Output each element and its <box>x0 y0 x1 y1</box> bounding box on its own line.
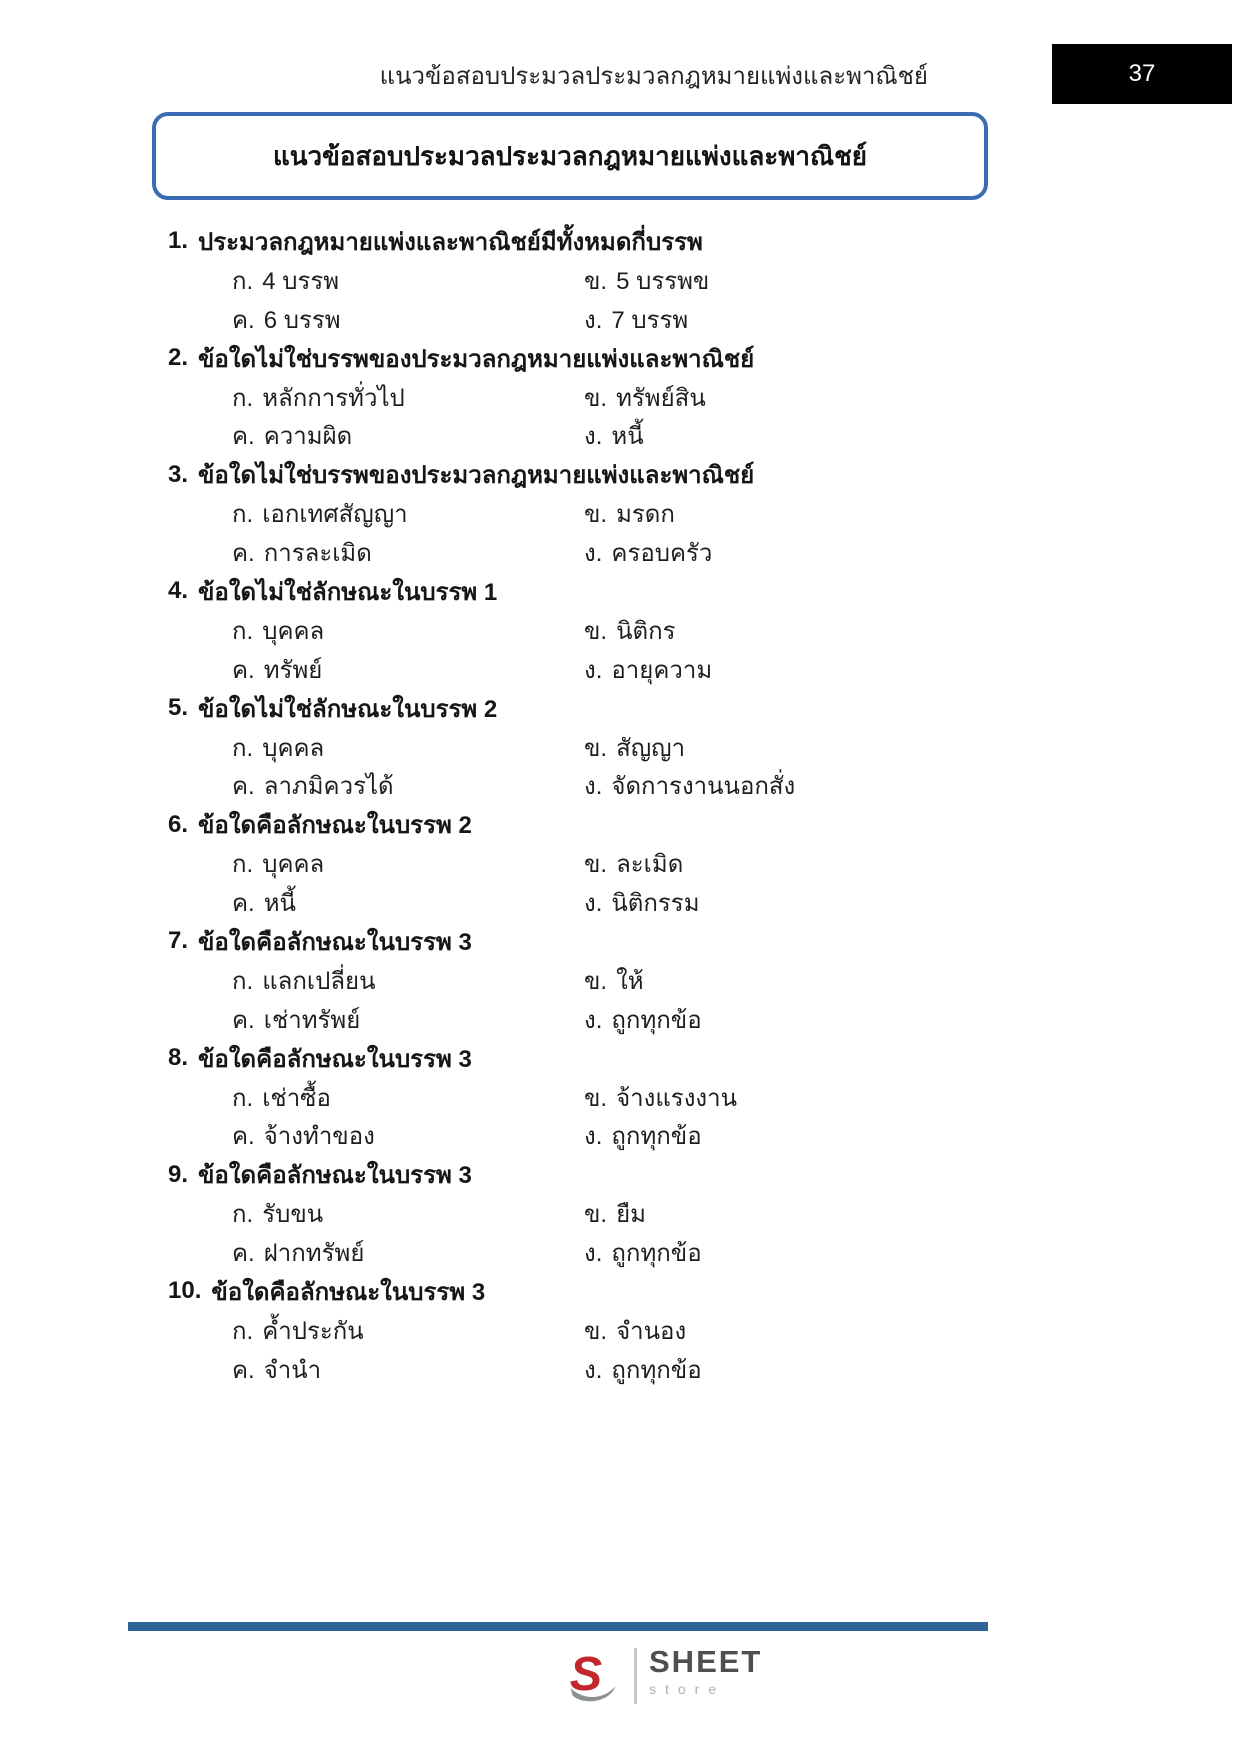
question-line <box>168 1272 998 1311</box>
choice <box>232 883 584 922</box>
choice-grid <box>168 961 998 1039</box>
choice-text: ถูกทุกข้อ <box>611 1240 702 1268</box>
question-text: ข้อใดคือลักษณะในบรรพ 3 <box>211 1279 486 1306</box>
choice <box>232 533 584 572</box>
choice-label: ค. <box>232 1006 255 1034</box>
question-list <box>168 222 998 1389</box>
choice-grid <box>168 1078 998 1156</box>
choice-label: ง. <box>584 656 603 684</box>
question-block <box>168 455 998 572</box>
choice-label: ค. <box>232 423 255 451</box>
choice-text: มรดก <box>616 501 675 529</box>
logo-subtitle: store <box>649 1681 726 1697</box>
question-number: 2. <box>168 344 189 372</box>
question-text: ข้อใดไม่ใช่ลักษณะในบรรพ 2 <box>198 695 498 723</box>
choice <box>232 1194 584 1233</box>
choice-label: ก. <box>232 851 254 879</box>
choice-label: ก. <box>232 501 254 529</box>
question-line <box>168 339 998 378</box>
choice-grid <box>168 844 998 922</box>
question-block <box>168 805 998 922</box>
choice-text: บุคคล <box>262 851 325 879</box>
choice <box>584 300 998 339</box>
logo-divider <box>634 1648 637 1704</box>
choice-text: รับขน <box>262 1201 324 1229</box>
question-block <box>168 922 998 1039</box>
question-number: 5. <box>168 694 189 722</box>
choice <box>584 1194 998 1233</box>
choice-label: ข. <box>584 1317 608 1345</box>
title-box <box>152 112 988 200</box>
choice <box>584 1233 998 1272</box>
question-block <box>168 339 998 456</box>
choice <box>232 1078 584 1117</box>
logo-name: SHEET <box>649 1644 763 1679</box>
choice-text: ค้ำประกัน <box>262 1317 364 1345</box>
choice-label: ค. <box>232 890 255 918</box>
choice <box>232 261 584 300</box>
choice-text: ลาภมิควรได้ <box>263 773 394 801</box>
question-line <box>168 805 998 844</box>
choice <box>232 844 584 883</box>
choice-label: ง. <box>584 306 603 334</box>
choice <box>584 883 998 922</box>
choice-grid <box>168 728 998 806</box>
choice-text: จ้างทำของ <box>263 1123 375 1151</box>
choice-text: จ้างแรงงาน <box>616 1084 738 1112</box>
choice <box>232 650 584 689</box>
choice-text: เช่าซื้อ <box>262 1084 331 1112</box>
choice-label: ง. <box>584 1123 603 1151</box>
choice <box>232 1233 584 1272</box>
question-block <box>168 689 998 806</box>
choice-label: ค. <box>232 1356 255 1384</box>
title-text: แนวข้อสอบประมวลประมวลกฎหมายแพ่งและพาณิชย์ <box>272 140 867 171</box>
choice-text: ถูกทุกข้อ <box>611 1006 702 1034</box>
question-text: ข้อใดไม่ใช่บรรพของประมวลกฎหมายแพ่งและพาณิชย์ <box>198 462 755 490</box>
choice <box>232 611 584 650</box>
choice-text: นิติกรรม <box>611 890 700 918</box>
choice-label: ง. <box>584 540 603 568</box>
choice-text: ให้ <box>616 967 644 995</box>
question-text: ข้อใดไม่ใช่ลักษณะในบรรพ 1 <box>198 578 498 606</box>
choice-text: ยืม <box>616 1201 646 1229</box>
choice-label: ง. <box>584 773 603 801</box>
question-number: 1. <box>168 227 189 255</box>
choice <box>232 416 584 455</box>
footer-divider <box>128 1622 988 1631</box>
choice-text: บุคคล <box>262 617 325 645</box>
choice-text: สัญญา <box>616 734 686 762</box>
choice <box>232 1116 584 1155</box>
question-line <box>168 922 998 961</box>
choice-text: ทรัพย์สิน <box>616 384 706 412</box>
choice-label: ข. <box>584 267 608 295</box>
choice <box>584 533 998 572</box>
question-line <box>168 1039 998 1078</box>
choice-text: ฝากทรัพย์ <box>263 1240 365 1268</box>
choice-text: การละเมิด <box>263 540 372 568</box>
question-line <box>168 689 998 728</box>
question-line <box>168 455 998 494</box>
choice-text: 4 บรรพ <box>262 267 340 295</box>
question-number: 7. <box>168 927 189 955</box>
choice-text: นิติกร <box>616 617 676 645</box>
choice <box>232 728 584 767</box>
question-text: ประมวลกฎหมายแพ่งและพาณิชย์มีทั้งหมดกี่บรรพ <box>198 228 703 256</box>
choice <box>232 961 584 1000</box>
choice <box>232 378 584 417</box>
question-block <box>168 1272 998 1389</box>
choice-text: หลักการทั่วไป <box>262 384 405 412</box>
choice-text: จัดการงานนอกสั่ง <box>611 773 796 801</box>
choice-text: 7 บรรพ <box>611 306 689 334</box>
choice-label: ค. <box>232 1240 255 1268</box>
question-text: ข้อใดคือลักษณะในบรรพ 2 <box>198 812 472 840</box>
page-number-badge <box>1052 44 1232 104</box>
question-number: 8. <box>168 1044 189 1072</box>
logo-text-block <box>649 1646 762 1696</box>
choice-label: ค. <box>232 540 255 568</box>
header-running-title: แนวข้อสอบประมวลประมวลกฎหมายแพ่งและพาณิชย์ <box>379 63 928 90</box>
question-line <box>168 1155 998 1194</box>
choice-text: หนี้ <box>263 890 296 918</box>
question-block <box>168 1155 998 1272</box>
choice-label: ค. <box>232 773 255 801</box>
choice-text: ถูกทุกข้อ <box>611 1356 702 1384</box>
choice-label: ข. <box>584 1084 608 1112</box>
choice-text: ทรัพย์ <box>263 656 323 684</box>
logo-s-icon <box>566 1646 622 1704</box>
choice-label: ค. <box>232 1123 255 1151</box>
choice-label: ง. <box>584 890 603 918</box>
choice <box>584 766 998 805</box>
choice <box>232 1311 584 1350</box>
choice-label: ข. <box>584 501 608 529</box>
choice-label: ก. <box>232 1084 254 1112</box>
svg-text:S: S <box>569 1646 603 1701</box>
question-text: ข้อใดไม่ใช่บรรพของประมวลกฎหมายแพ่งและพาณิชย์ <box>198 345 755 373</box>
choice-text: จำนำ <box>263 1356 322 1384</box>
sheet-store-logo <box>566 1646 762 1704</box>
question-number: 6. <box>168 810 189 838</box>
choice-text: เอกเทศสัญญา <box>262 501 408 529</box>
choice <box>232 1000 584 1039</box>
choice-label: ค. <box>232 656 255 684</box>
choice <box>584 1078 998 1117</box>
choice <box>584 416 998 455</box>
choice-label: ก. <box>232 384 254 412</box>
choice <box>584 494 998 533</box>
choice-label: ก. <box>232 967 254 995</box>
choice <box>584 378 998 417</box>
question-line <box>168 222 998 261</box>
choice-label: ข. <box>584 734 608 762</box>
choice-label: ง. <box>584 1006 603 1034</box>
page-number: 37 <box>1128 60 1156 87</box>
choice-text: 5 บรรพข <box>616 267 710 295</box>
choice-grid <box>168 261 998 339</box>
choice-label: ค. <box>232 306 255 334</box>
choice <box>232 766 584 805</box>
question-block <box>168 222 998 339</box>
choice-text: ถูกทุกข้อ <box>611 1123 702 1151</box>
choice-label: ข. <box>584 851 608 879</box>
question-number: 4. <box>168 577 189 605</box>
choice-label: ข. <box>584 617 608 645</box>
question-block <box>168 572 998 689</box>
choice-label: ข. <box>584 1201 608 1229</box>
choice <box>584 1311 998 1350</box>
choice-label: ก. <box>232 1317 254 1345</box>
question-number: 3. <box>168 460 189 488</box>
choice <box>584 1116 998 1155</box>
choice-text: อายุความ <box>611 656 713 684</box>
choice-label: ข. <box>584 384 608 412</box>
choice-text: หนี้ <box>611 423 644 451</box>
choice-label: ก. <box>232 267 254 295</box>
choice-label: ก. <box>232 617 254 645</box>
choice-label: ง. <box>584 1240 603 1268</box>
choice-grid <box>168 494 998 572</box>
choice-text: บุคคล <box>262 734 325 762</box>
choice-text: ละเมิด <box>616 851 684 879</box>
choice-text: 6 บรรพ <box>263 306 341 334</box>
choice <box>232 300 584 339</box>
choice-text: เช่าทรัพย์ <box>263 1006 361 1034</box>
choice <box>584 1000 998 1039</box>
choice-label: ข. <box>584 967 608 995</box>
choice-grid <box>168 611 998 689</box>
choice <box>232 494 584 533</box>
choice <box>584 261 998 300</box>
choice-grid <box>168 1311 998 1389</box>
question-line <box>168 572 998 611</box>
choice <box>584 728 998 767</box>
question-text: ข้อใดคือลักษณะในบรรพ 3 <box>198 1045 472 1073</box>
choice-label: ง. <box>584 423 603 451</box>
choice <box>584 1350 998 1389</box>
choice-label: ก. <box>232 1201 254 1229</box>
choice-grid <box>168 378 998 456</box>
choice <box>584 844 998 883</box>
choice <box>584 961 998 1000</box>
question-block <box>168 1039 998 1156</box>
question-number: 9. <box>168 1160 189 1188</box>
choice-text: แลกเปลี่ยน <box>262 967 376 995</box>
choice-label: ก. <box>232 734 254 762</box>
choice <box>232 1350 584 1389</box>
question-text: ข้อใดคือลักษณะในบรรพ 3 <box>198 1162 472 1190</box>
choice-text: ครอบครัว <box>611 540 713 568</box>
choice-grid <box>168 1194 998 1272</box>
choice <box>584 650 998 689</box>
choice <box>584 611 998 650</box>
question-text: ข้อใดคือลักษณะในบรรพ 3 <box>198 928 472 956</box>
choice-text: จำนอง <box>616 1317 687 1345</box>
question-number: 10. <box>168 1277 202 1305</box>
choice-text: ความผิด <box>263 423 353 451</box>
choice-label: ง. <box>584 1356 603 1384</box>
